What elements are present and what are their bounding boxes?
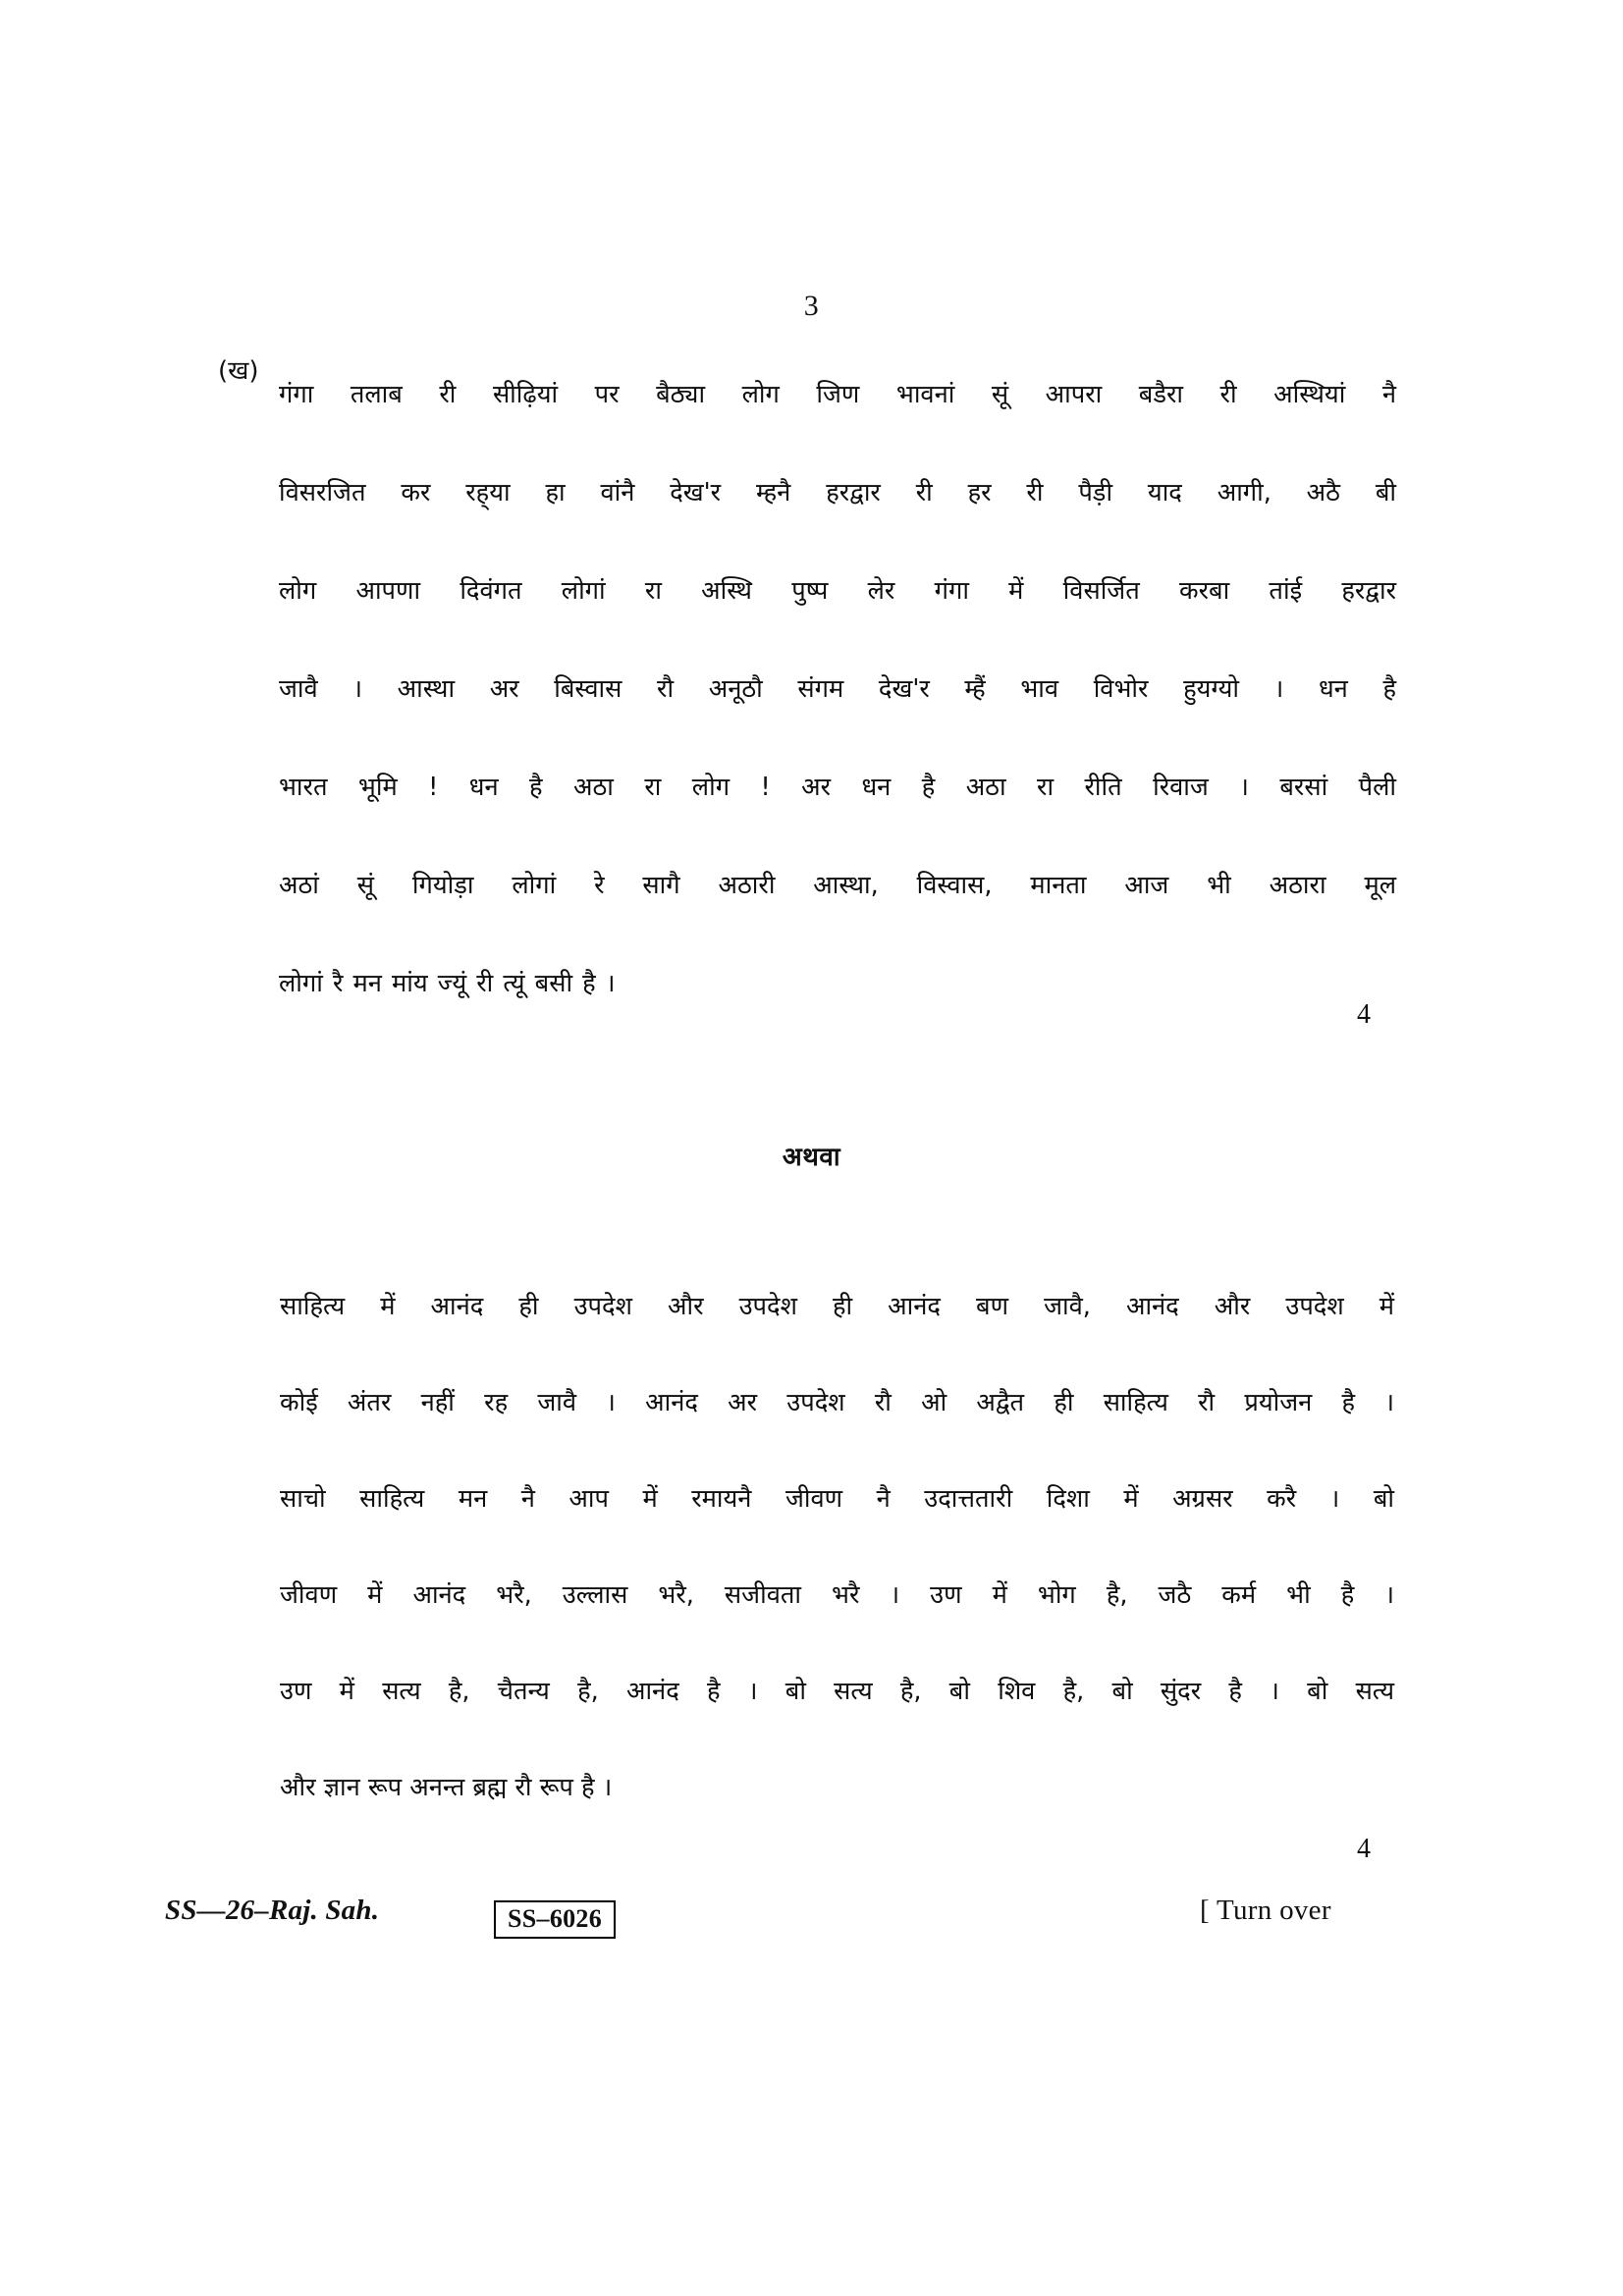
- alternative-label: अथवा: [782, 1143, 841, 1172]
- question-b-alt-line-2: कोई अंतर नहीं रह जावै । आनंद अर उपदेश रौ ओ अद्वैत ही साहित्य रौ प्रयोजन है ।: [280, 1388, 1394, 1417]
- question-b-block: [218, 346, 1396, 1033]
- page-number: 3: [803, 290, 820, 322]
- question-b-marks: 4: [1357, 999, 1371, 1030]
- question-b-alt-text: [280, 1258, 1394, 1836]
- question-b-line-1: गंगा तलाब री सीढ़ियां पर बैठ्या लोग जिण भावनां सूं आपरा बडैरा री अस्थियां नै: [279, 380, 1396, 409]
- question-b-alt-line-6: और ज्ञान रूप अनन्त ब्रह्म रौ रूप है ।: [280, 1773, 613, 1802]
- question-b-line-4: जावै । आस्था अर बिस्वास रौ अनूठौ संगम देख'र म्हैं भाव विभोर हुयग्यो । धन है: [279, 674, 1396, 704]
- question-b-line-7: लोगां रै मन मांय ज्यूं री त्यूं बसी है ।: [279, 969, 616, 998]
- question-b-line-6: अठां सूं गियोड़ा लोगां रे सागै अठारी आस्था, विस्वास, मानता आज भी अठारा मूल: [279, 871, 1396, 900]
- question-b-line-2: विसरजित कर रह्‌या हा वांनै देख'र म्हनै हरद्वार री हर री पैड़ी याद आगी, अठै बी: [279, 478, 1396, 507]
- footer-paper-code-left: SS—26–Raj. Sah.: [165, 1895, 380, 1926]
- question-b-row: [218, 346, 1396, 1033]
- question-b-alt-line-1: साहित्य में आनंद ही उपदेश और उपदेश ही आनंद बण जावै, आनंद और उपदेश में: [280, 1292, 1394, 1321]
- footer-turn-over: [ Turn over: [1200, 1895, 1331, 1926]
- page-footer: [0, 1895, 1623, 1973]
- question-b-label: (ख): [218, 356, 259, 386]
- question-b-alt-line-3: साचो साहित्य मन नै आप में रमायनै जीवण नै उदात्ततारी दिशा में अग्रसर करै । बो: [280, 1484, 1394, 1514]
- question-b-alt-marks: 4: [1357, 1834, 1371, 1864]
- question-b-text: [279, 346, 1396, 1033]
- question-b-alt-line-4: जीवण में आनंद भरै, उल्लास भरै, सजीवता भरै । उण में भोग है, जठै कर्म भी है ।: [280, 1580, 1394, 1610]
- question-b-alt-line-5: उण में सत्य है, चैतन्य है, आनंद है । बो सत्य है, बो शिव है, बो सुंदर है । बो सत्य: [280, 1677, 1394, 1706]
- question-b-line-3: लोग आपणा दिवंगत लोगां रा अस्थि पुष्प लेर गंगा में विसर्जित करबा तांई हरद्वार: [279, 576, 1396, 606]
- footer-paper-code-boxed: SS–6026: [494, 1900, 616, 1939]
- question-b-line-5: भारत भूमि ! धन है अठा रा लोग ! अर धन है अठा रा रीति रिवाज । बरसां पैली: [279, 773, 1396, 802]
